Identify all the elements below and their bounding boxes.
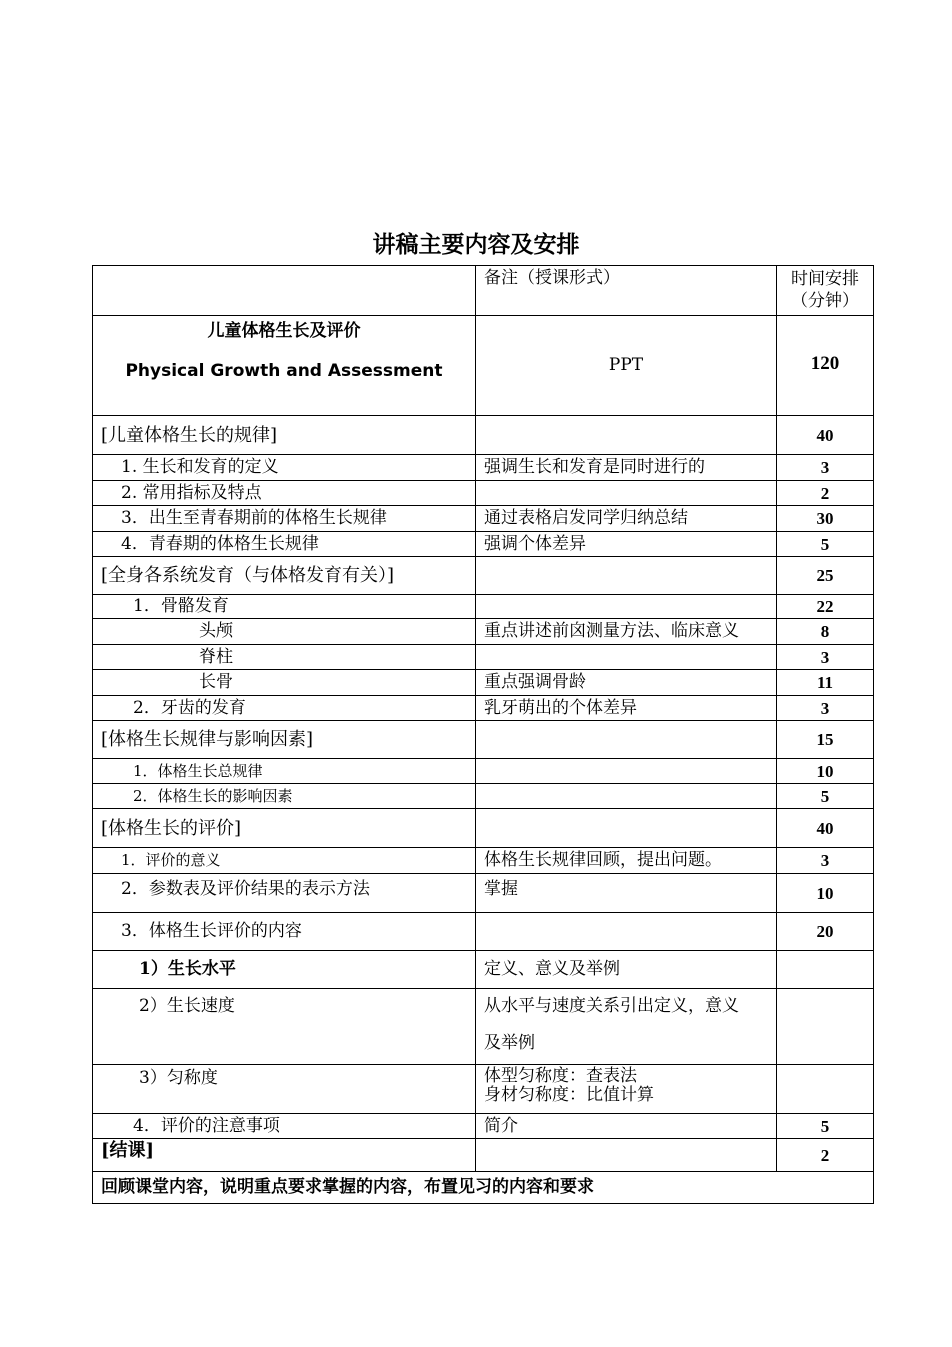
note-line1: 从水平与速度关系引出定义，意义 <box>484 996 739 1016</box>
note-cell: 定义、意义及举例 <box>476 951 777 989</box>
note-cell: 简介 <box>476 1114 777 1139</box>
time-cell <box>777 989 874 1065</box>
time-cell: 15 <box>777 721 874 759</box>
table-row <box>93 1065 874 1114</box>
table-row <box>93 721 874 759</box>
time-cell: 40 <box>777 416 874 455</box>
item-cell: 长骨 <box>93 670 476 696</box>
time-cell: 3 <box>777 455 874 481</box>
item-cell: 3．出生至青春期前的体格生长规律 <box>93 506 476 532</box>
header-time-line1: 时间安排 <box>791 269 859 289</box>
item-cell: 1. 生长和发育的定义 <box>93 455 476 481</box>
time-cell: 5 <box>777 1114 874 1139</box>
note-cell: 重点讲述前囟测量方法、临床意义 <box>476 619 777 645</box>
table-row <box>93 759 874 784</box>
time-cell: 10 <box>777 874 874 913</box>
note-cell: 重点强调骨龄 <box>476 670 777 696</box>
header-note: 备注（授课形式） <box>476 266 777 316</box>
time-cell: 3 <box>777 645 874 670</box>
note-cell: 通过表格启发同学归纳总结 <box>476 506 777 532</box>
item-cell: 3）匀称度 <box>93 1065 476 1114</box>
note-line1: 体型匀称度：查表法 <box>484 1066 637 1086</box>
time-cell: 10 <box>777 759 874 784</box>
time-cell <box>777 951 874 989</box>
lecture-schedule-table <box>92 265 874 1204</box>
item-label: 1）生长水平 <box>139 959 236 979</box>
note-cell <box>476 809 777 848</box>
table-row <box>93 1139 874 1172</box>
topic-method: PPT <box>476 316 777 416</box>
table-row <box>93 595 874 619</box>
table-row <box>93 696 874 721</box>
table-row <box>93 506 874 532</box>
header-time-line2: （分钟） <box>791 291 859 311</box>
topic-cn: 儿童体格生长及评价 <box>207 321 361 341</box>
table-row <box>93 481 874 506</box>
note-cell <box>476 557 777 595</box>
item-cell: 2）生长速度 <box>93 989 476 1065</box>
table-row <box>93 848 874 874</box>
time-cell: 30 <box>777 506 874 532</box>
time-cell: 22 <box>777 595 874 619</box>
table-row <box>93 532 874 557</box>
table-row <box>93 645 874 670</box>
table-row <box>93 1114 874 1139</box>
note-cell <box>476 595 777 619</box>
note-cell: 体格生长规律回顾，提出问题。 <box>476 848 777 874</box>
time-cell: 3 <box>777 696 874 721</box>
section-heading: [儿童体格生长的规律] <box>93 416 476 455</box>
time-cell: 20 <box>777 913 874 951</box>
note-cell: 掌握 <box>476 874 777 913</box>
note-cell <box>476 416 777 455</box>
item-cell: 4．青春期的体格生长规律 <box>93 532 476 557</box>
table-row <box>93 874 874 913</box>
footer-row <box>93 1172 874 1204</box>
note-cell <box>476 481 777 506</box>
item-cell: 2. 常用指标及特点 <box>93 481 476 506</box>
note-cell <box>476 989 777 1065</box>
note-cell: 强调生长和发育是同时进行的 <box>476 455 777 481</box>
section-heading: [体格生长规律与影响因素] <box>93 721 476 759</box>
table-row <box>93 951 874 989</box>
table-row <box>93 913 874 951</box>
time-cell: 25 <box>777 557 874 595</box>
table-row <box>93 557 874 595</box>
item-cell: 2．体格生长的影响因素 <box>93 784 476 809</box>
table-row <box>93 416 874 455</box>
item-cell: 1．体格生长总规律 <box>93 759 476 784</box>
topic-time: 120 <box>777 316 874 416</box>
table-row <box>93 989 874 1065</box>
item-cell <box>93 951 476 989</box>
header-item-cell <box>93 266 476 316</box>
time-cell <box>777 1065 874 1114</box>
item-cell: 脊柱 <box>93 645 476 670</box>
note-cell <box>476 913 777 951</box>
time-cell: 3 <box>777 848 874 874</box>
item-cell: 1．骨骼发育 <box>93 595 476 619</box>
note-cell <box>476 784 777 809</box>
footer-summary: 回顾课堂内容，说明重点要求掌握的内容，布置见习的内容和要求 <box>93 1172 874 1204</box>
table-row <box>93 784 874 809</box>
table-row <box>93 619 874 645</box>
item-cell: 1．评价的意义 <box>93 848 476 874</box>
time-cell: 11 <box>777 670 874 696</box>
section-heading: [全身各系统发育（与体格发育有关）] <box>93 557 476 595</box>
topic-row <box>93 316 874 416</box>
header-row <box>93 266 874 316</box>
item-cell: 头颅 <box>93 619 476 645</box>
time-cell: 8 <box>777 619 874 645</box>
item-cell: 3．体格生长评价的内容 <box>93 913 476 951</box>
item-cell: 2．参数表及评价结果的表示方法 <box>93 874 476 913</box>
section-heading: [体格生长的评价] <box>93 809 476 848</box>
header-time <box>777 266 874 316</box>
time-cell: 5 <box>777 532 874 557</box>
item-cell: 4．评价的注意事项 <box>93 1114 476 1139</box>
note-cell <box>476 759 777 784</box>
time-cell: 5 <box>777 784 874 809</box>
time-cell: 2 <box>777 1139 874 1172</box>
table-row <box>93 809 874 848</box>
topic-en: Physical Growth and Assessment <box>125 361 443 381</box>
table-row <box>93 455 874 481</box>
table-row <box>93 670 874 696</box>
note-cell <box>476 721 777 759</box>
note-cell <box>476 1065 777 1114</box>
note-cell <box>476 1139 777 1172</box>
note-cell: 强调个体差异 <box>476 532 777 557</box>
note-line2: 及举例 <box>484 1033 535 1053</box>
time-cell: 40 <box>777 809 874 848</box>
note-cell: 乳牙萌出的个体差异 <box>476 696 777 721</box>
page-title: 讲稿主要内容及安排 <box>372 232 580 258</box>
topic-cell <box>93 316 476 416</box>
note-line2: 身材匀称度：比值计算 <box>484 1085 654 1105</box>
time-cell: 2 <box>777 481 874 506</box>
note-cell <box>476 645 777 670</box>
section-heading: [结课] <box>93 1139 476 1172</box>
item-cell: 2．牙齿的发育 <box>93 696 476 721</box>
